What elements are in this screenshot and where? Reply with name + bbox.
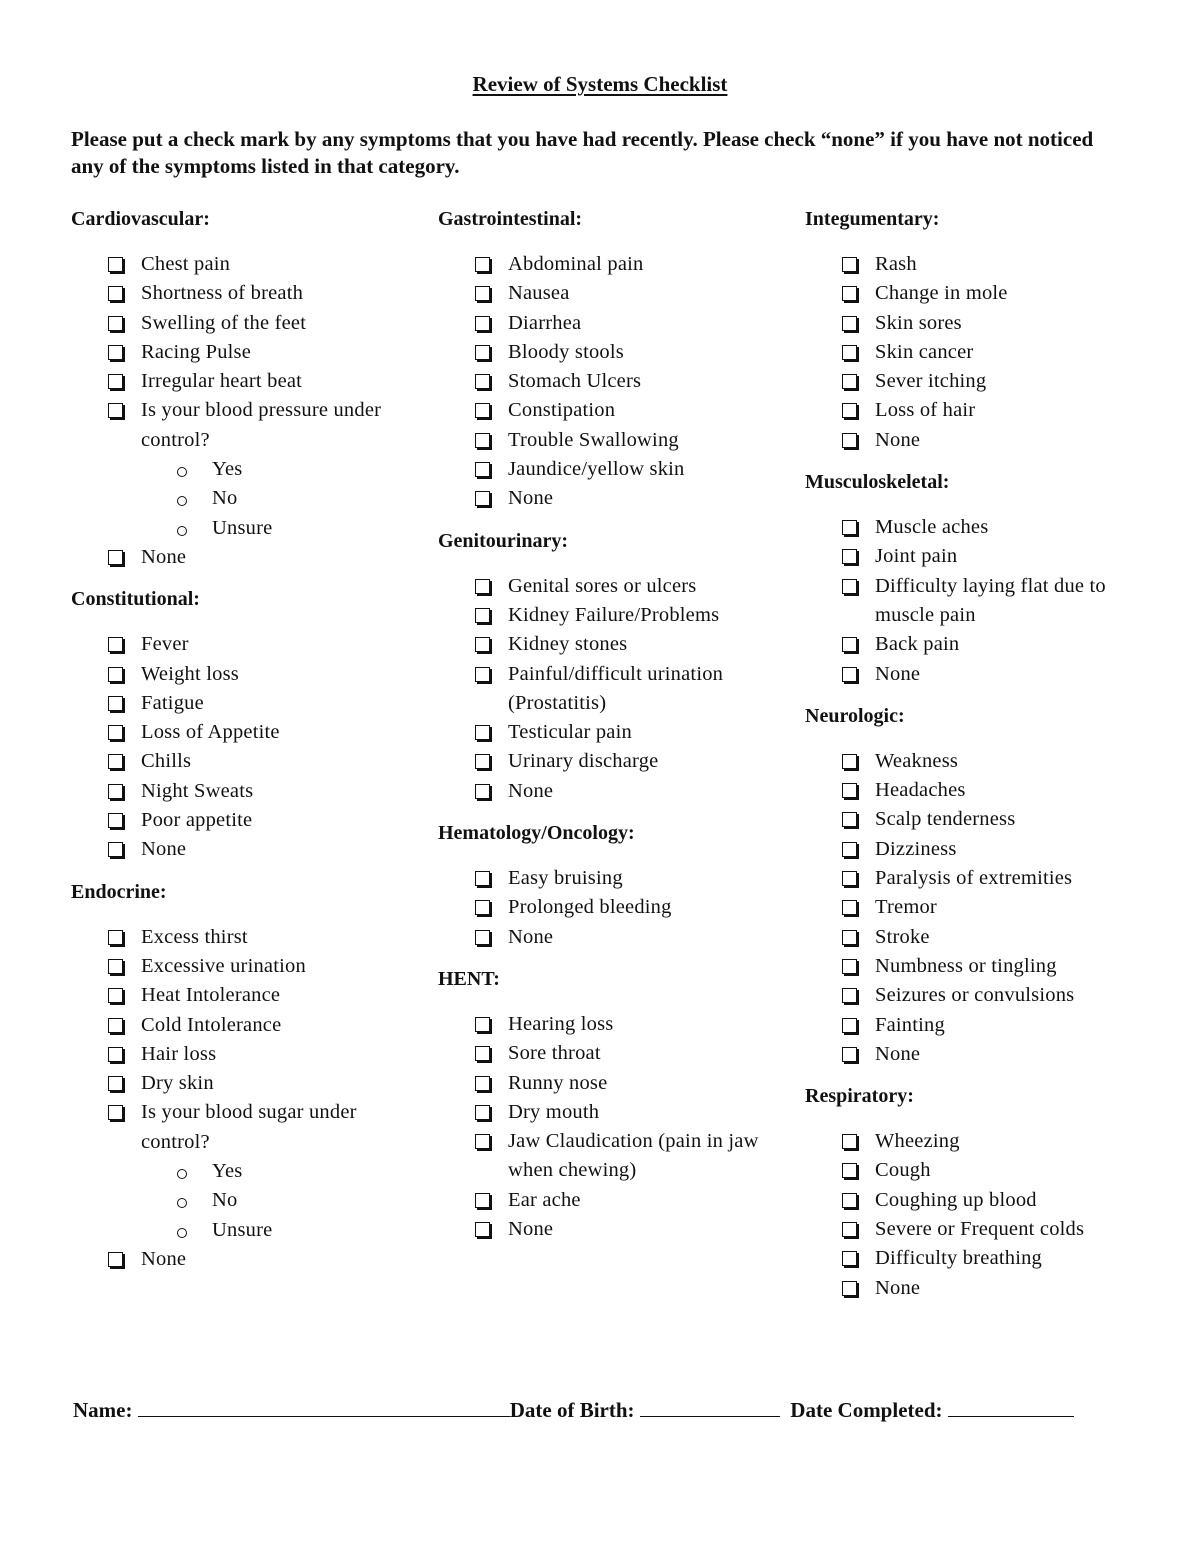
checklist-item-coughing-up-blood[interactable] (805, 1186, 1135, 1215)
checklist-item-kidney-failure-problems[interactable] (438, 601, 788, 630)
checkbox-icon[interactable] (475, 784, 490, 799)
radio-option-yes[interactable] (71, 1157, 421, 1186)
checkbox-icon[interactable] (842, 1134, 857, 1149)
checklist-item-stroke[interactable] (805, 923, 1135, 952)
checkbox-icon[interactable] (108, 930, 123, 945)
checklist-item-label: Difficulty breathing (875, 1247, 1043, 1270)
checkbox-icon[interactable] (842, 988, 857, 1003)
checklist-item-muscle-aches[interactable] (805, 513, 1135, 542)
checkbox-icon[interactable] (475, 579, 490, 594)
checklist-item-label: Hair loss (141, 1042, 217, 1065)
checkbox-icon[interactable] (475, 754, 490, 769)
section-musculoskeletal (805, 468, 1135, 689)
checklist-item-none[interactable] (805, 660, 1135, 689)
checkbox-icon[interactable] (108, 813, 123, 828)
checkbox-icon[interactable] (475, 1076, 490, 1091)
checklist-item-chills[interactable] (71, 747, 421, 776)
checklist-item-shortness-of-breath[interactable] (71, 279, 421, 308)
checklist-item-swelling-of-the-feet[interactable] (71, 309, 421, 338)
checkbox-icon[interactable] (842, 433, 857, 448)
checklist-item-label: Excess thirst (141, 925, 248, 948)
checklist-item-label: Prolonged bleeding (508, 896, 672, 919)
checklist-item-label: Skin sores (875, 311, 962, 334)
checklist-item-label: Headaches (875, 779, 966, 802)
checkbox-icon[interactable] (475, 725, 490, 740)
checklist-item-label: Coughing up blood (875, 1188, 1037, 1211)
checkbox-icon[interactable] (475, 637, 490, 652)
checklist-item-loss-of-hair[interactable] (805, 396, 1135, 425)
dob-field[interactable] (640, 1398, 780, 1417)
checkbox-icon[interactable] (842, 316, 857, 331)
checkbox-icon[interactable] (108, 754, 123, 769)
checkbox-icon[interactable] (475, 1193, 490, 1208)
section-cardiovascular (71, 205, 421, 572)
checklist-item-label: Tremor (875, 896, 937, 919)
section-title: HENT: (438, 967, 500, 990)
checklist-item-none[interactable] (71, 835, 421, 864)
checklist-item-difficulty-laying-flat-due-to-muscle-pain[interactable] (805, 572, 1135, 631)
checklist-item-difficulty-breathing[interactable] (805, 1244, 1135, 1273)
name-field[interactable] (138, 1398, 510, 1417)
checklist-item-jaw-claudication-pain-in-jaw-when-chewing[interactable] (438, 1127, 788, 1186)
checklist-item-sever-itching[interactable] (805, 367, 1135, 396)
checklist-item-label: Back pain (875, 633, 960, 656)
column-2 (438, 205, 788, 1257)
checklist-item-joint-pain[interactable] (805, 542, 1135, 571)
checklist-item-label: None (508, 1218, 554, 1241)
checkbox-icon[interactable] (842, 812, 857, 827)
checkbox-icon[interactable] (842, 1163, 857, 1178)
checklist-item-poor-appetite[interactable] (71, 806, 421, 835)
checklist-item-none[interactable] (71, 543, 421, 572)
checklist-item-label: Jaw Claudication (pain in jaw when chewing) (508, 1130, 759, 1182)
checklist-item-label: Wheezing (875, 1130, 960, 1153)
checklist-item-label: None (508, 779, 554, 802)
checkbox-icon[interactable] (108, 286, 123, 301)
checkbox-icon[interactable] (475, 871, 490, 886)
checklist-item-label: Dry mouth (508, 1100, 600, 1123)
checklist-item-label: Sever itching (875, 370, 987, 393)
form-footer (73, 1398, 1153, 1423)
checkbox-icon[interactable] (842, 520, 857, 535)
checkbox-icon[interactable] (108, 550, 123, 565)
checklist-item-label: Shortness of breath (141, 282, 304, 305)
checklist-item-chest-pain[interactable] (71, 250, 421, 279)
checklist-item-label: Cold Intolerance (141, 1013, 282, 1036)
checklist-item-label: Genital sores or ulcers (508, 574, 697, 597)
checklist-item-label: Diarrhea (508, 311, 582, 334)
checklist-item-fatigue[interactable] (71, 689, 421, 718)
checklist-item-label: Cough (875, 1159, 931, 1182)
checklist-item-label: Testicular pain (508, 721, 632, 744)
checklist-item-label: Irregular heart beat (141, 370, 303, 393)
checklist-item-label: Loss of Appetite (141, 721, 280, 744)
checkbox-icon[interactable] (108, 1105, 123, 1120)
checkbox-icon[interactable] (475, 374, 490, 389)
checkbox-icon[interactable] (475, 930, 490, 945)
checklist-item-trouble-swallowing[interactable] (438, 426, 788, 455)
checkbox-icon[interactable] (842, 549, 857, 564)
checklist-item-change-in-mole[interactable] (805, 279, 1135, 308)
circle-bullet-icon[interactable] (177, 526, 187, 536)
checklist-item-back-pain[interactable] (805, 630, 1135, 659)
radio-option-label: Yes (212, 1160, 243, 1183)
checklist-item-bloody-stools[interactable] (438, 338, 788, 367)
checkbox-icon[interactable] (108, 1047, 123, 1062)
checklist-item-testicular-pain[interactable] (438, 718, 788, 747)
section-endocrine (71, 878, 421, 1275)
checklist-item-label: Difficulty laying flat due to muscle pain (875, 574, 1106, 626)
checkbox-icon[interactable] (842, 345, 857, 360)
section-title: Musculoskeletal: (805, 471, 950, 494)
checklist-item-abdominal-pain[interactable] (438, 250, 788, 279)
checkbox-icon[interactable] (475, 608, 490, 623)
checklist-item-label: Fever (141, 633, 189, 656)
section-hematology-oncology (438, 819, 788, 952)
checkbox-icon[interactable] (108, 988, 123, 1003)
circle-bullet-icon[interactable] (177, 496, 187, 506)
checkbox-icon[interactable] (475, 1134, 490, 1149)
checklist-item-label: None (141, 1247, 187, 1270)
column-3 (805, 205, 1135, 1316)
checkbox-icon[interactable] (475, 1017, 490, 1032)
instructions-text: Please put a check mark by any symptoms that you have had recently. Please check “none” if you have not noticed any of the symptoms listed in that category. (71, 127, 1094, 178)
checkbox-icon[interactable] (475, 403, 490, 418)
checklist-item-heat-intolerance[interactable] (71, 981, 421, 1010)
checklist-item-none[interactable] (71, 1245, 421, 1274)
checklist-item-fainting[interactable] (805, 1011, 1135, 1040)
checklist-item-none[interactable] (805, 1274, 1135, 1303)
checklist-item-skin-sores[interactable] (805, 309, 1135, 338)
circle-bullet-icon[interactable] (177, 467, 187, 477)
checklist-item-jaundice-yellow-skin[interactable] (438, 455, 788, 484)
page-title: Review of Systems Checklist (472, 72, 728, 96)
checklist-item-none[interactable] (805, 426, 1135, 455)
checklist-item-label: Painful/difficult urination (Prostatitis) (508, 662, 724, 714)
checklist-item-label: Severe or Frequent colds (875, 1218, 1085, 1241)
checklist-item-label: None (141, 838, 187, 861)
checkbox-icon[interactable] (842, 1193, 857, 1208)
checkbox-icon[interactable] (842, 783, 857, 798)
checklist-item-label: Scalp tenderness (875, 808, 1016, 831)
checklist-item-weakness[interactable] (805, 747, 1135, 776)
section-neurologic (805, 702, 1135, 1069)
checklist-item-label: Numbness or tingling (875, 954, 1057, 977)
radio-option-label: No (212, 1189, 238, 1212)
checklist-item-label: Is your blood sugar under control? (141, 1101, 357, 1153)
checklist-item-label: Heat Intolerance (141, 984, 281, 1007)
checklist-item-label: Change in mole (875, 282, 1008, 305)
checklist-item-prolonged-bleeding[interactable] (438, 893, 788, 922)
checklist-item-label: None (508, 487, 554, 510)
circle-bullet-icon[interactable] (177, 1228, 187, 1238)
checkbox-icon[interactable] (842, 959, 857, 974)
checkbox-icon[interactable] (475, 1046, 490, 1061)
radio-option-label: Unsure (212, 1218, 273, 1241)
checklist-item-none[interactable] (438, 777, 788, 806)
checkbox-icon[interactable] (108, 403, 123, 418)
section-hent (438, 965, 788, 1244)
checklist-item-label: Is your blood pressure under control? (141, 399, 382, 451)
radio-option-label: Yes (212, 458, 243, 481)
checklist-item-label: Racing Pulse (141, 340, 252, 363)
checklist-item-label: Sore throat (508, 1042, 601, 1065)
radio-option-no[interactable] (71, 484, 421, 513)
checklist-item-label: Trouble Swallowing (508, 428, 679, 451)
radio-option-unsure[interactable] (71, 514, 421, 543)
checklist-item-label: Nausea (508, 282, 570, 305)
checkbox-icon[interactable] (842, 754, 857, 769)
checklist-item-none[interactable] (438, 484, 788, 513)
checkbox-icon[interactable] (108, 257, 123, 272)
checklist-item-label: Night Sweats (141, 779, 254, 802)
checkbox-icon[interactable] (475, 1105, 490, 1120)
checklist-item-excess-thirst[interactable] (71, 923, 421, 952)
checkbox-icon[interactable] (842, 637, 857, 652)
checklist-item-label: Swelling of the feet (141, 311, 307, 334)
section-title: Neurologic: (805, 704, 905, 727)
checklist-item-label: Excessive urination (141, 954, 306, 977)
checklist-item-cough[interactable] (805, 1156, 1135, 1185)
checklist-item-irregular-heart-beat[interactable] (71, 367, 421, 396)
checkbox-icon[interactable] (108, 842, 123, 857)
checklist-item-rash[interactable] (805, 250, 1135, 279)
checklist-item-label: Weakness (875, 749, 959, 772)
checkbox-icon[interactable] (842, 842, 857, 857)
radio-option-unsure[interactable] (71, 1216, 421, 1245)
checklist-item-urinary-discharge[interactable] (438, 747, 788, 776)
checklist-item-dry-skin[interactable] (71, 1069, 421, 1098)
radio-option-label: No (212, 487, 238, 510)
checklist-item-label: Runny nose (508, 1071, 608, 1094)
checklist-item-label: Rash (875, 253, 917, 275)
checklist-item-label: Loss of hair (875, 399, 976, 422)
column-1 (71, 205, 421, 1287)
checklist-item-tremor[interactable] (805, 893, 1135, 922)
checklist-item-label: Dizziness (875, 837, 957, 860)
section-title: Endocrine: (71, 880, 167, 903)
checklist-item-ear-ache[interactable] (438, 1186, 788, 1215)
section-title: Genitourinary: (438, 529, 568, 552)
checkbox-icon[interactable] (108, 725, 123, 740)
checkbox-icon[interactable] (842, 900, 857, 915)
date-completed-field[interactable] (948, 1398, 1074, 1417)
checklist-item-label: Urinary discharge (508, 750, 659, 773)
checkbox-icon[interactable] (842, 403, 857, 418)
checkbox-icon[interactable] (842, 579, 857, 594)
checklist-item-label: Fatigue (141, 691, 204, 714)
checklist-item-label: Fainting (875, 1013, 945, 1036)
checklist-item-label: Paralysis of extremities (875, 867, 1073, 890)
checklist-item-none[interactable] (438, 1215, 788, 1244)
checklist-item-stomach-ulcers[interactable] (438, 367, 788, 396)
checklist-item-none[interactable] (438, 923, 788, 952)
checkbox-icon[interactable] (475, 462, 490, 477)
checklist-item-label: Hearing loss (508, 1012, 614, 1035)
section-title: Cardiovascular: (71, 208, 210, 230)
checklist-item-nausea[interactable] (438, 279, 788, 308)
checkbox-icon[interactable] (842, 871, 857, 886)
checklist-item-runny-nose[interactable] (438, 1069, 788, 1098)
checkbox-icon[interactable] (842, 667, 857, 682)
checkbox-icon[interactable] (842, 1018, 857, 1033)
section-genitourinary (438, 527, 788, 806)
checkbox-icon[interactable] (108, 667, 123, 682)
section-title: Integumentary: (805, 208, 940, 230)
section-title: Gastrointestinal: (438, 208, 583, 230)
checklist-item-label: None (875, 1042, 921, 1065)
checklist-item-seizures-or-convulsions[interactable] (805, 981, 1135, 1010)
checklist-item-label: Joint pain (875, 545, 958, 568)
checklist-item-label: Abdominal pain (508, 253, 644, 275)
checklist-item-wheezing[interactable] (805, 1127, 1135, 1156)
checklist-item-is-your-blood-sugar-under-control[interactable] (71, 1098, 421, 1157)
checklist-item-label: Easy bruising (508, 867, 623, 890)
section-respiratory (805, 1082, 1135, 1303)
checklist-item-fever[interactable] (71, 630, 421, 659)
checkbox-icon[interactable] (475, 286, 490, 301)
checkbox-icon[interactable] (108, 1252, 123, 1267)
checklist-item-skin-cancer[interactable] (805, 338, 1135, 367)
checklist-item-label: Ear ache (508, 1188, 581, 1211)
section-title: Respiratory: (805, 1085, 914, 1108)
checklist-item-label: Bloody stools (508, 340, 624, 363)
checkbox-icon[interactable] (842, 257, 857, 272)
checkbox-icon[interactable] (475, 257, 490, 272)
checkbox-icon[interactable] (475, 433, 490, 448)
checkbox-icon[interactable] (475, 345, 490, 360)
checklist-item-label: Seizures or convulsions (875, 984, 1075, 1007)
checklist-item-kidney-stones[interactable] (438, 630, 788, 659)
checklist-item-sore-throat[interactable] (438, 1039, 788, 1068)
checkbox-icon[interactable] (475, 1222, 490, 1237)
checklist-item-none[interactable] (805, 1040, 1135, 1069)
checklist-item-label: Kidney Failure/Problems (508, 603, 720, 626)
checklist-item-label: Kidney stones (508, 633, 628, 656)
section-gastrointestinal (438, 205, 788, 514)
checkbox-icon[interactable] (108, 959, 123, 974)
checkbox-icon[interactable] (475, 667, 490, 682)
checklist-item-label: Skin cancer (875, 340, 974, 363)
checklist-item-label: None (508, 925, 554, 948)
radio-option-yes[interactable] (71, 455, 421, 484)
checklist-item-dry-mouth[interactable] (438, 1098, 788, 1127)
checklist-item-racing-pulse[interactable] (71, 338, 421, 367)
checkbox-icon[interactable] (108, 1018, 123, 1033)
checklist-item-scalp-tenderness[interactable] (805, 805, 1135, 834)
checklist-item-excessive-urination[interactable] (71, 952, 421, 981)
checklist-item-night-sweats[interactable] (71, 777, 421, 806)
circle-bullet-icon[interactable] (177, 1198, 187, 1208)
checklist-item-label: None (141, 545, 187, 568)
checklist-item-label: Poor appetite (141, 809, 253, 832)
checkbox-icon[interactable] (842, 1251, 857, 1266)
checklist-item-label: Stroke (875, 925, 930, 948)
section-constitutional (71, 585, 421, 864)
checklist-item-weight-loss[interactable] (71, 660, 421, 689)
section-title: Hematology/Oncology: (438, 822, 635, 845)
checklist-item-label: Chest pain (141, 253, 231, 275)
checkbox-icon[interactable] (475, 900, 490, 915)
checklist-item-numbness-or-tingling[interactable] (805, 952, 1135, 981)
checkbox-icon[interactable] (108, 1076, 123, 1091)
checkbox-icon[interactable] (108, 374, 123, 389)
checkbox-icon[interactable] (108, 696, 123, 711)
checkbox-icon[interactable] (842, 930, 857, 945)
checklist-item-genital-sores-or-ulcers[interactable] (438, 572, 788, 601)
checklist-item-constipation[interactable] (438, 396, 788, 425)
checklist-item-label: Weight loss (141, 662, 239, 685)
checklist-item-label: Muscle aches (875, 516, 989, 539)
radio-option-label: Unsure (212, 516, 273, 539)
circle-bullet-icon[interactable] (177, 1169, 187, 1179)
checklist-item-label: Chills (141, 750, 192, 773)
checkbox-icon[interactable] (842, 1281, 857, 1296)
checklist-item-label: None (875, 428, 921, 451)
checkbox-icon[interactable] (108, 784, 123, 799)
section-title: Constitutional: (71, 588, 200, 611)
checklist-item-is-your-blood-pressure-under-control[interactable] (71, 396, 421, 455)
checklist-item-cold-intolerance[interactable] (71, 1011, 421, 1040)
checkbox-icon[interactable] (475, 316, 490, 331)
checklist-item-label: None (875, 1276, 921, 1299)
dob-label: Date of Birth: (509, 1398, 635, 1422)
checklist-item-loss-of-appetite[interactable] (71, 718, 421, 747)
date-completed-label: Date Completed: (790, 1398, 943, 1422)
checkbox-icon[interactable] (842, 1047, 857, 1062)
checklist-item-headaches[interactable] (805, 776, 1135, 805)
checklist-item-label: Stomach Ulcers (508, 370, 642, 393)
checklist-item-paralysis-of-extremities[interactable] (805, 864, 1135, 893)
radio-option-no[interactable] (71, 1186, 421, 1215)
checklist-item-label: None (875, 662, 921, 685)
name-label: Name: (73, 1398, 133, 1422)
checkbox-icon[interactable] (842, 374, 857, 389)
checklist-item-easy-bruising[interactable] (438, 864, 788, 893)
checklist-item-dizziness[interactable] (805, 835, 1135, 864)
checklist-item-hair-loss[interactable] (71, 1040, 421, 1069)
checklist-item-label: Jaundice/yellow skin (508, 458, 685, 481)
checkbox-icon[interactable] (108, 637, 123, 652)
checklist-item-hearing-loss[interactable] (438, 1010, 788, 1039)
checkbox-icon[interactable] (108, 345, 123, 360)
checklist-item-painful-difficult-urination-prostatitis[interactable] (438, 660, 788, 719)
checklist-item-severe-or-frequent-colds[interactable] (805, 1215, 1135, 1244)
checkbox-icon[interactable] (842, 286, 857, 301)
checklist-item-label: Dry skin (141, 1072, 214, 1095)
checkbox-icon[interactable] (842, 1222, 857, 1237)
section-integumentary (805, 205, 1135, 455)
checklist-item-diarrhea[interactable] (438, 309, 788, 338)
checklist-item-label: Constipation (508, 399, 616, 422)
checkbox-icon[interactable] (108, 316, 123, 331)
checkbox-icon[interactable] (475, 491, 490, 506)
